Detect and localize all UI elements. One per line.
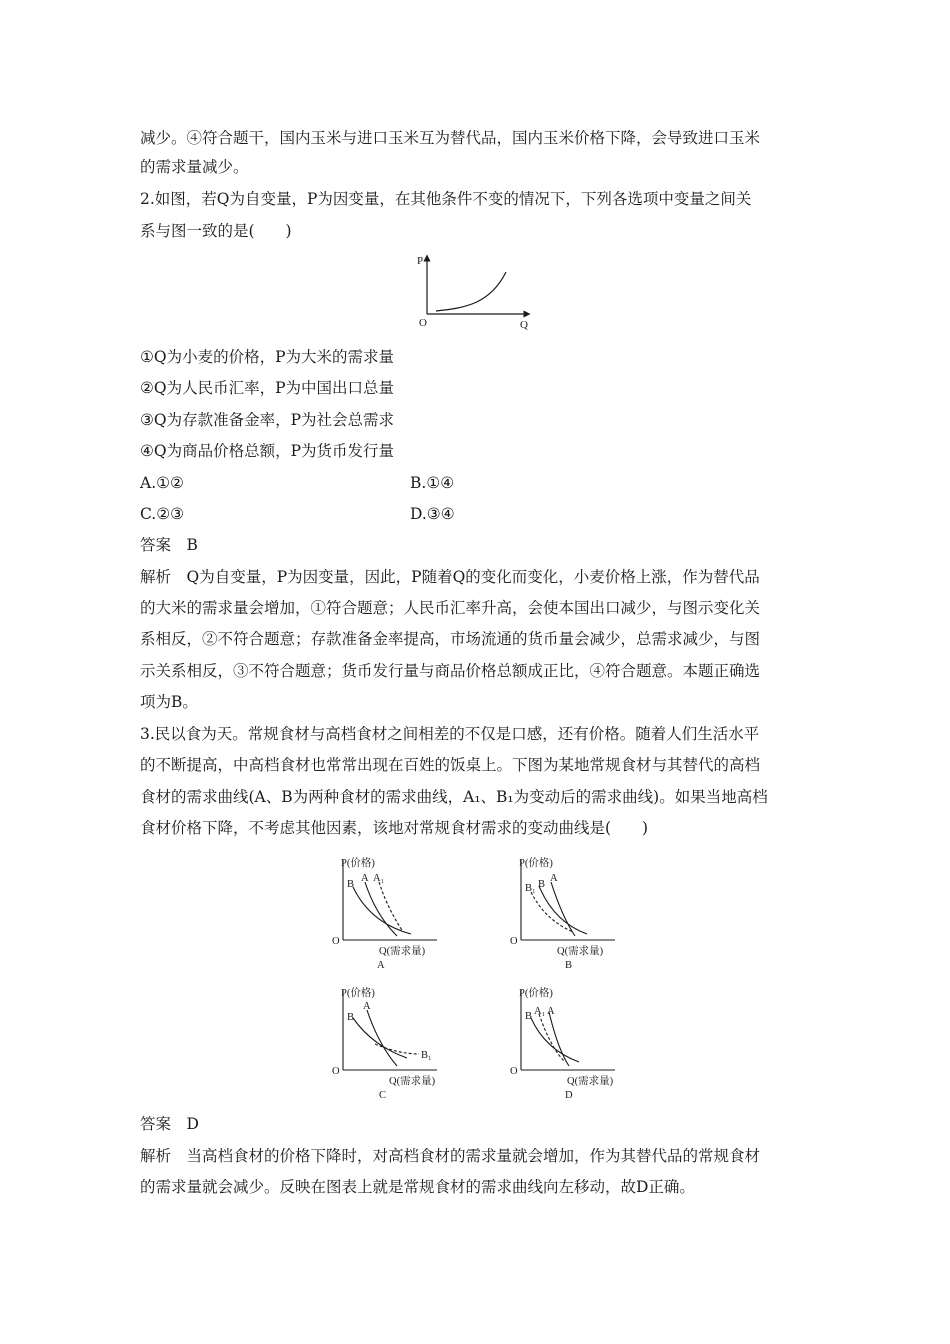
- panel-caption: A: [377, 960, 385, 971]
- curve-b: [353, 887, 411, 934]
- origin-label: O: [510, 936, 518, 947]
- answer-3: 答案 D: [140, 1115, 199, 1133]
- curve-label: A₁: [373, 873, 385, 884]
- curve-label: A: [550, 873, 558, 884]
- curve-label: B: [347, 1012, 355, 1023]
- origin-label: O: [332, 1066, 340, 1077]
- figure-3-panel-d: [503, 982, 633, 1104]
- explanation-2: 系相反，②不符合题意；存款准备金率提高，市场流通的货币量会减少，总需求减少，与图: [140, 630, 761, 648]
- explanation-2: 示关系相反，③不符合题意；货币发行量与商品价格总额成正比，④符合题意。本题正确选: [140, 662, 761, 680]
- y-axis-label: P(价格): [341, 988, 375, 999]
- x-axis-label: Q(需求量): [557, 946, 604, 957]
- option-c: C.②③: [140, 505, 185, 523]
- figure-3-panel-c: [325, 982, 455, 1104]
- answer-2: 答案 B: [140, 536, 198, 554]
- curve-label: B₁: [525, 883, 536, 894]
- text-line: 的需求量减少。: [140, 158, 249, 176]
- text-line: 减少。④符合题干，国内玉米与进口玉米互为替代品，国内玉米价格下降，会导致进口玉米: [140, 129, 761, 147]
- curve-a: [549, 1012, 569, 1066]
- x-axis-label: Q(需求量): [379, 946, 426, 957]
- x-axis-label: Q(需求量): [389, 1076, 436, 1087]
- explanation-2: 的大米的需求量会增加，①符合题意；人民币汇率升高，会使本国出口减少，与图示变化关: [140, 599, 761, 617]
- y-axis-label: P(价格): [519, 858, 553, 869]
- curve-label: B: [525, 1011, 533, 1022]
- figure-1-curve-graph: [410, 252, 540, 334]
- y-axis-label: P(价格): [519, 988, 553, 999]
- rising-curve: [436, 272, 506, 311]
- y-axis-label: P: [417, 255, 424, 267]
- curve-label: A₁: [534, 1006, 546, 1017]
- curve-label: A: [547, 1006, 555, 1017]
- question-3-stem: 食材价格下降，不考虑其他因素，该地对常规食材需求的变动曲线是( ): [140, 819, 649, 837]
- origin-label: O: [419, 317, 427, 329]
- explanation-2: 项为B。: [140, 693, 198, 711]
- explanation-2: 解析 Q为自变量，P为因变量，因此，P随着Q的变化而变化，小麦价格上涨，作为替代品: [140, 568, 760, 586]
- panel-caption: D: [565, 1090, 573, 1101]
- figure-3-panel-b: [503, 852, 633, 974]
- explanation-3: 的需求量就会减少。反映在图表上就是常规食材的需求曲线向左移动，故D正确。: [140, 1178, 695, 1196]
- x-axis-label: Q: [520, 319, 528, 331]
- question-3-stem: 食材的需求曲线(A、B为两种食材的需求曲线，A₁、B₁为变动后的需求曲线)。如果当地高档: [140, 788, 768, 806]
- curve-label: B₁: [421, 1050, 432, 1061]
- question-3-stem: 3.民以食为天。常规食材与高档食材之间相差的不仅是口感，还有价格。随着人们生活水平: [140, 725, 760, 743]
- curve-a: [551, 882, 575, 936]
- statement-4: ④Q为商品价格总额，P为货币发行量: [140, 442, 395, 460]
- figure-3-panel-a: [325, 852, 455, 974]
- explanation-3: 解析 当高档食材的价格下降时，对高档食材的需求量就会增加，作为其替代品的常规食材: [140, 1147, 761, 1165]
- statement-1: ①Q为小麦的价格，P为大米的需求量: [140, 348, 395, 366]
- curve-b: [531, 1018, 579, 1062]
- origin-label: O: [510, 1066, 518, 1077]
- statement-3: ③Q为存款准备金率，P为社会总需求: [140, 411, 395, 429]
- option-a: A.①②: [140, 474, 184, 492]
- panel-caption: C: [379, 1090, 387, 1101]
- curve-label: B: [347, 879, 355, 890]
- question-3-stem: 的不断提高，中高档食材也常常出现在百姓的饭桌上。下图为某地常规食材与其替代的高档: [140, 756, 761, 774]
- curve-label: B: [538, 879, 546, 890]
- statement-2: ②Q为人民币汇率，P为中国出口总量: [140, 379, 395, 397]
- curve-b1-dashed: [531, 892, 573, 932]
- option-b: B.①④: [410, 474, 455, 492]
- y-axis-label: P(价格): [341, 858, 375, 869]
- curve-a1-dashed: [379, 882, 403, 932]
- curve-a: [365, 882, 397, 936]
- curve-label: A: [363, 1001, 371, 1012]
- option-d: D.③④: [410, 505, 455, 523]
- x-axis-label: Q(需求量): [567, 1076, 614, 1087]
- origin-label: O: [332, 936, 340, 947]
- panel-caption: B: [565, 960, 573, 971]
- question-2-stem: 2.如图，若Q为自变量，P为因变量，在其他条件不变的情况下，下列各选项中变量之间关: [140, 190, 752, 208]
- question-2-stem: 系与图一致的是( ): [140, 222, 292, 240]
- curve-label: A: [361, 873, 369, 884]
